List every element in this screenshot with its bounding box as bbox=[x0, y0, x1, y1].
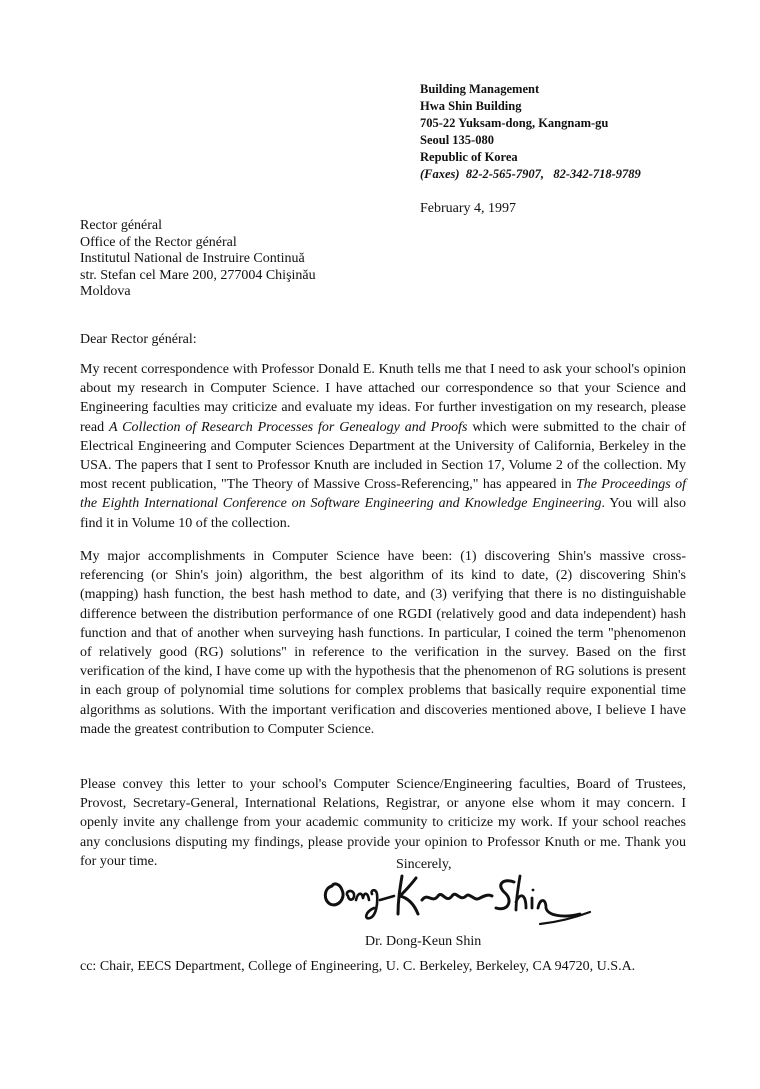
sender-line: 705-22 Yuksam-dong, Kangnam-gu bbox=[420, 116, 609, 130]
closing: Sincerely, bbox=[396, 857, 452, 872]
sender-line: Building Management bbox=[420, 82, 540, 96]
recipient-line: str. Stefan cel Mare 200, 277004 Chişinău bbox=[80, 267, 316, 283]
handwritten-signature bbox=[318, 870, 598, 936]
proceedings-title: The Proceedings of the Eighth International Conference on Software Engineering and Knowledge Engineering bbox=[80, 477, 686, 512]
sender-line: Seoul 135-080 bbox=[420, 133, 494, 147]
cc-line: cc: Chair, EECS Department, College of Engineering, U. C. Berkeley, Berkeley, CA 94720, U.S.A. bbox=[80, 959, 636, 974]
sender-address-block bbox=[420, 81, 641, 183]
body-paragraph-2: My major accomplishments in Computer Science have been: (1) discovering Shin's massive cross-referencing (or Shin's join) algorithm, the best algorithm of its kind to date, (2) discovering Shin's (mapping) hash function, the best hash method to date, and (3) verifying that there is no distinguishable difference between the distribution performance of one RGDI (relatively good and data independent) hash function and that of another when surveying hash functions. In particular, I coined the term "phenomenon of relatively good (RG) solutions" in reference to the verification in the survey. Based on the first verification of the kind, I have come up with the hypothesis that the phenomenon of RG solutions is present in each group of polynomial time solutions for complex problems that basically require exponential time algorithms as solutions. With the important verification and discoveries mentioned above, I believe I have made the greatest contribution to Computer Science. bbox=[80, 549, 686, 737]
sender-line: Republic of Korea bbox=[420, 150, 518, 164]
paragraph-text: . You will also find it in Volume 10 of the collection. bbox=[80, 496, 686, 531]
paragraph-text: My recent correspondence with Professor Donald E. Knuth tells me that I need to ask your school's opinion about my research in Computer Science. I have attached our correspondence so that your Science and Engineering faculties may criticize and evaluate my ideas. For further investigation on my research, please read bbox=[80, 362, 686, 435]
sender-line: Hwa Shin Building bbox=[420, 99, 522, 113]
paragraph-text: which were submitted to the chair of Electrical Engineering and Computer Sciences Department at the University of California, Berkeley in the USA. The papers that I sent to Professor Knuth are included in Section 17, Volume 2 of the collection. My most recent publication, "The Theory of Massive Cross-Referencing," has appeared in bbox=[80, 419, 686, 493]
recipient-line: Office of the Rector général bbox=[80, 234, 237, 250]
recipient-line: Moldova bbox=[80, 284, 131, 299]
recipient-address-block bbox=[80, 218, 316, 301]
letter-date: February 4, 1997 bbox=[420, 201, 517, 216]
body-paragraph-3: Please convey this letter to your school's Computer Science/Engineering faculties, Board of Trustees, Provost, Secretary-General, International Relations, Registrar, or anyone else whom it may concern. I openly invite any challenge from your academic community to criticize my work. If your school reaches any conclusions disputing my findings, please provide your opinion to Professor Knuth or me. Thank you for your time. bbox=[80, 777, 686, 869]
signer-name: Dr. Dong-Keun Shin bbox=[365, 934, 482, 949]
body-paragraph-1 bbox=[80, 360, 686, 533]
book-title: A Collection of Research Processes for Genealogy and Proofs bbox=[108, 419, 468, 435]
sender-fax-numbers: (Faxes) 82-2-565-7907, 82-342-718-9789 bbox=[420, 167, 641, 181]
recipient-line: Institutul National de Instruire Continuă bbox=[80, 251, 305, 266]
salutation: Dear Rector général: bbox=[80, 332, 197, 347]
recipient-line: Rector général bbox=[80, 218, 163, 233]
